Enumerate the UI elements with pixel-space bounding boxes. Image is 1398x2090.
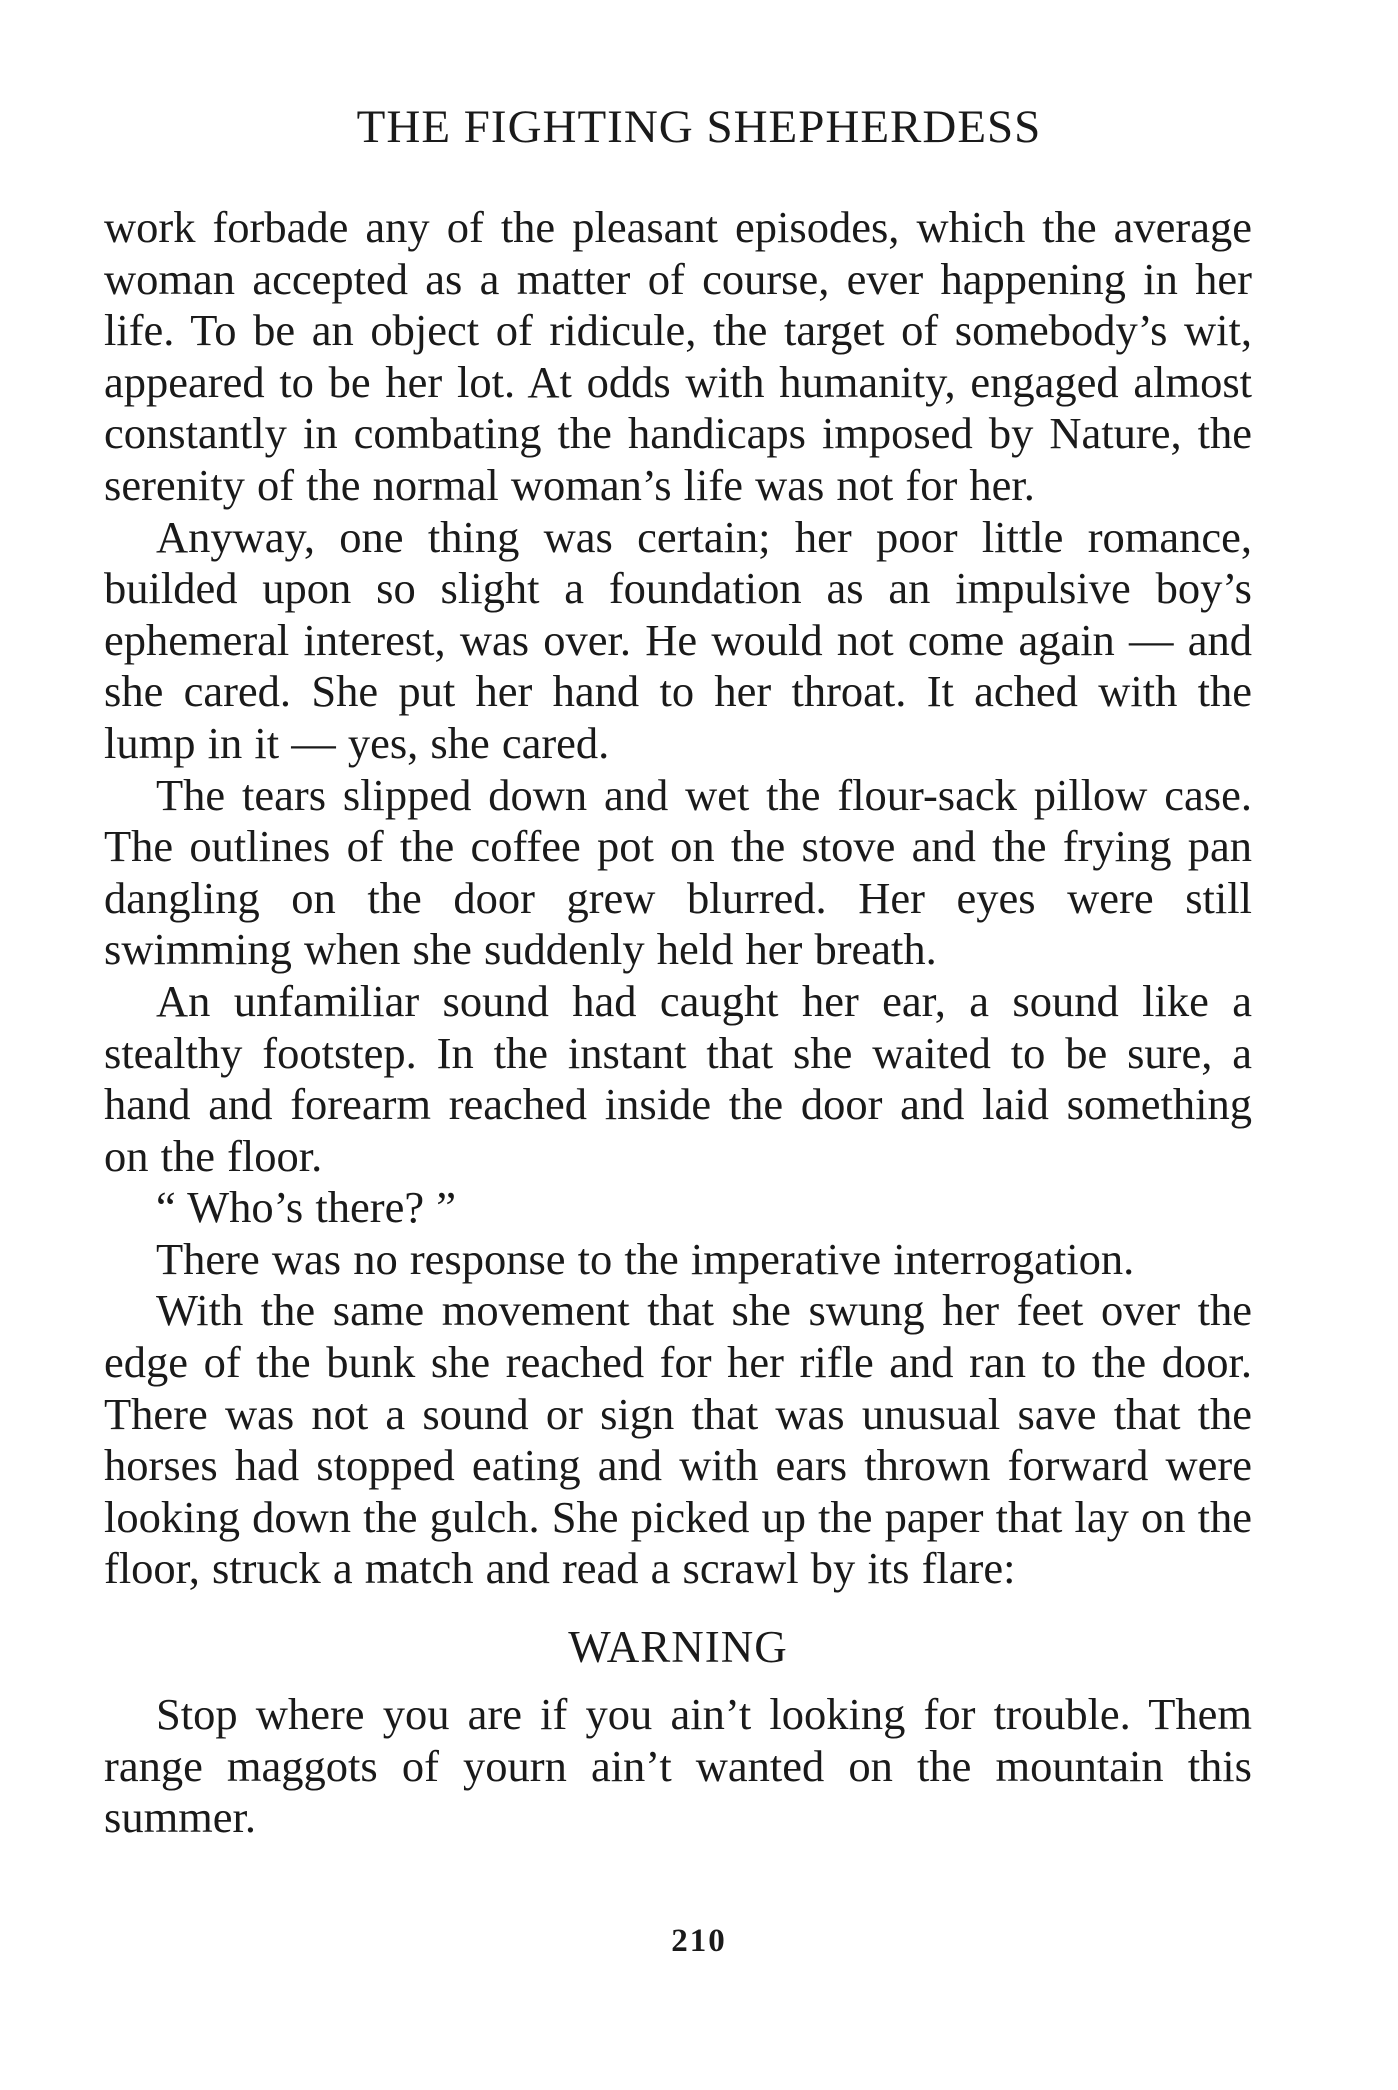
page-number: 210	[671, 1923, 727, 1959]
paragraph: An unfamiliar sound had caught her ear, a sound like a stealthy footstep. In the instant that she waited to be sure, a hand and forearm reached inside the door and laid something on the floor.	[104, 975, 1252, 1181]
running-head: THE FIGHTING SHEPHERDESS	[356, 101, 1042, 153]
paragraph: There was no response to the imperative interrogation.	[156, 1233, 1135, 1284]
paragraph-continued: work forbade any of the pleasant episodes, which the average woman accepted as a matter of course, ever happening in her life. To be an object of ridicule, the target of somebody’s wit, appeared to be her lot. At odds with humanity, engaged almost constantly in combating the handicaps imposed by Nature, the serenity of the normal woman’s life was not for her.	[104, 202, 1252, 510]
warning-heading: WARNING	[568, 1622, 788, 1673]
paragraph: The tears slipped down and wet the flour-sack pillow case. The outlines of the coffee pot on the stove and the frying pan dangling on the door grew blurred. Her eyes were still swimming when she suddenly held her breath.	[104, 769, 1252, 975]
page-body	[104, 202, 1252, 1844]
paragraph: With the same movement that she swung her feet over the edge of the bunk she reached for her rifle and ran to the door. There was not a sound or sign that was unusual save that the horses had stopped eating and with ears thrown forward were looking down the gulch. She picked up the paper that lay on the floor, struck a match and read a scrawl by its flare:	[104, 1285, 1252, 1594]
dialogue-line: “ Who’s there? ”	[156, 1182, 456, 1233]
paragraph: Anyway, one thing was certain; her poor little romance, builded upon so slight a foundation as an impulsive boy’s ephemeral interest, was over. He would not come again — and she cared. She put her hand to her throat. It ached with the lump in it — yes, she cared.	[104, 511, 1252, 768]
warning-text: Stop where you are if you ain’t looking for trouble. Them range maggots of yourn ain’t wanted on the mountain this summer.	[104, 1689, 1252, 1843]
